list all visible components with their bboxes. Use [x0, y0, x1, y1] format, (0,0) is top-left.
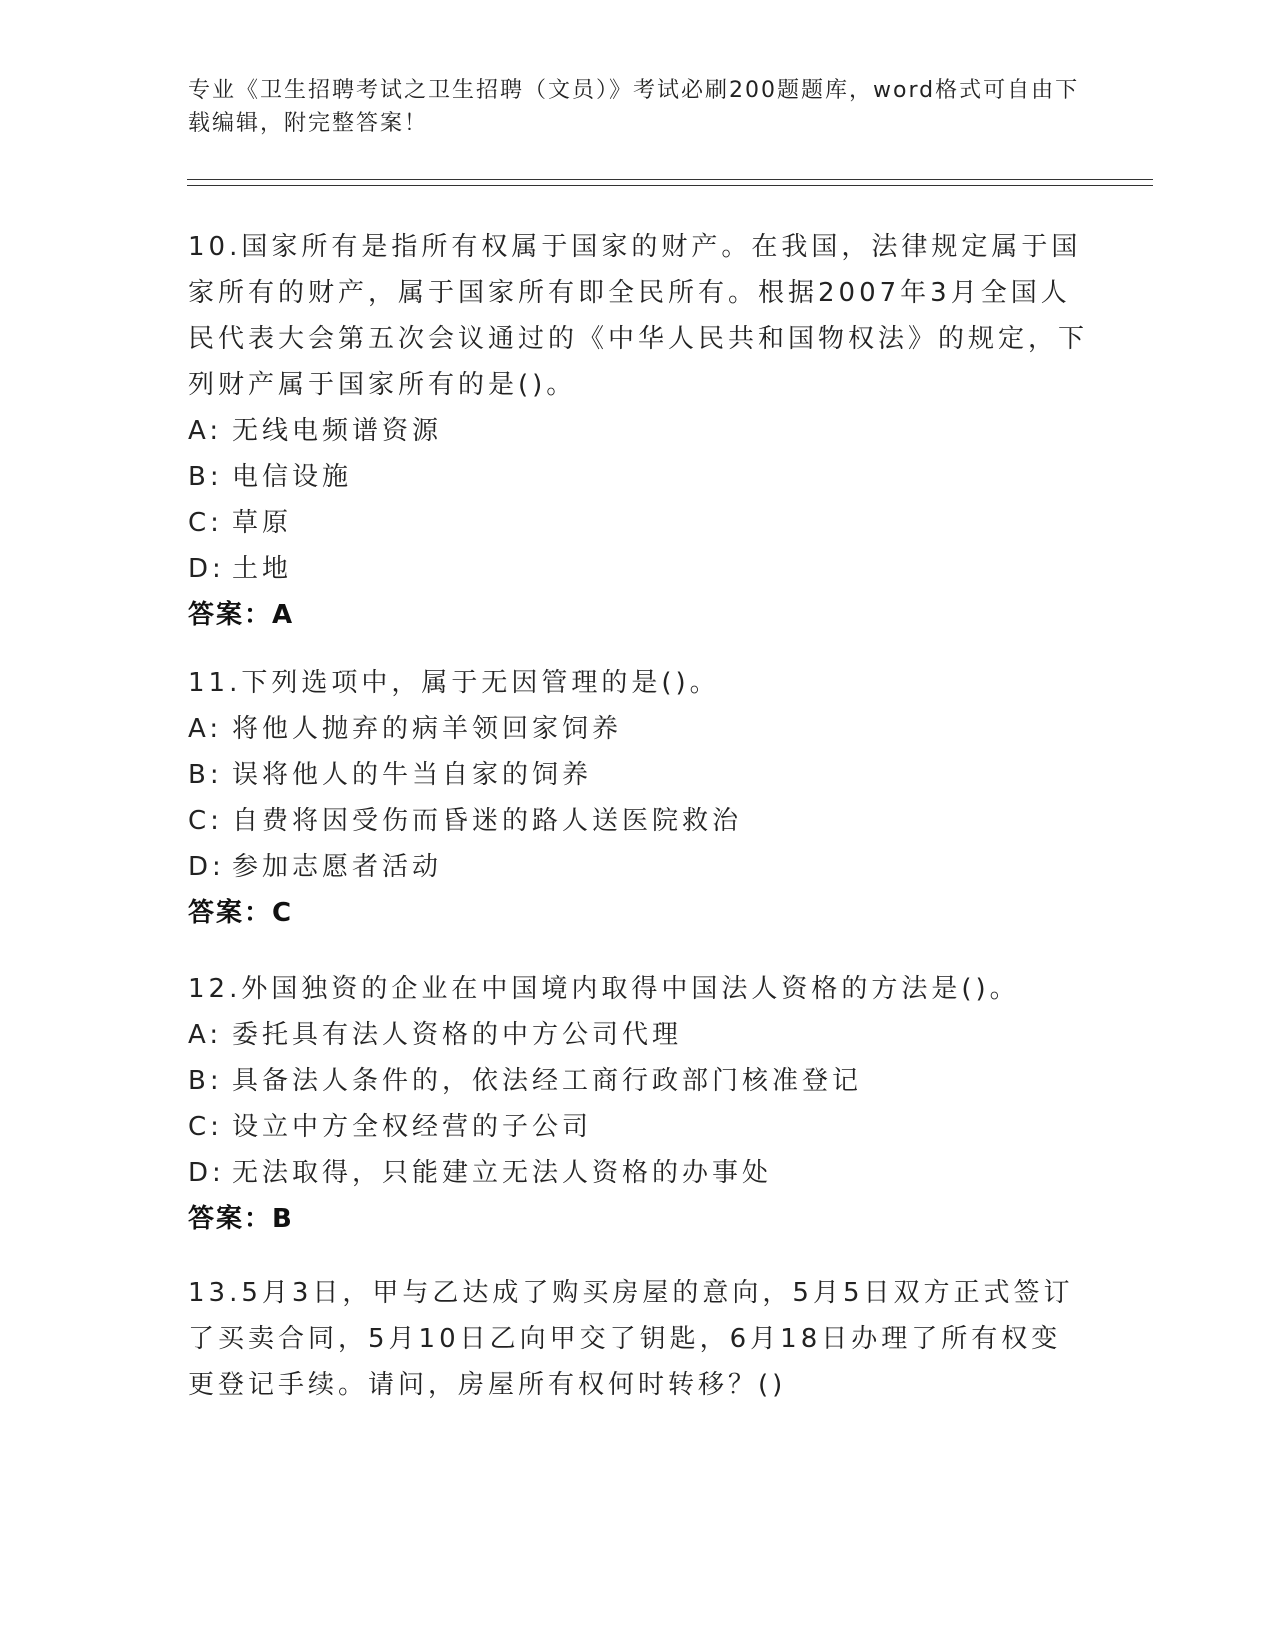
option-c: [188, 1104, 1088, 1150]
document-header: 专业《卫生招聘考试之卫生招聘（文员）》考试必刷200题题库，word格式可自由下载编辑，附完整答案！: [188, 78, 1080, 136]
option-b: [188, 752, 1088, 798]
option-c: [188, 500, 1088, 546]
option-key: A:: [188, 714, 223, 744]
option-c: [188, 798, 1088, 844]
option-text: 草原: [232, 508, 293, 538]
option-key: B:: [188, 1066, 223, 1096]
option-key: A:: [188, 1020, 223, 1050]
option-text: 设立中方全权经营的子公司: [232, 1112, 593, 1142]
question-12: [188, 966, 1088, 1242]
option-key: D:: [188, 554, 225, 584]
question-stem: 11.下列选项中，属于无因管理的是()。: [188, 668, 720, 698]
header-divider-bottom: [187, 185, 1153, 186]
question-stem: 13.5月3日，甲与乙达成了购买房屋的意向，5月5日双方正式签订了买卖合同，5月10日乙向甲交了钥匙，6月18日办理了所有权变更登记手续。请问，房屋所有权何时转移？(): [188, 1278, 1074, 1400]
question-stem: 12.外国独资的企业在中国境内取得中国法人资格的方法是()。: [188, 974, 1020, 1004]
option-a: [188, 408, 1088, 454]
option-key: D:: [188, 852, 225, 882]
option-key: B:: [188, 760, 223, 790]
option-key: B:: [188, 462, 223, 492]
option-key: C:: [188, 508, 223, 538]
option-key: C:: [188, 806, 223, 836]
option-b: [188, 1058, 1088, 1104]
option-key: D:: [188, 1158, 225, 1188]
option-text: 无线电频谱资源: [232, 416, 443, 446]
option-text: 参加志愿者活动: [232, 852, 443, 882]
option-d: [188, 546, 1088, 592]
option-text: 具备法人条件的，依法经工商行政部门核准登记: [232, 1066, 863, 1096]
answer-line: 答案：C: [188, 898, 294, 928]
answer-line: 答案：A: [188, 600, 295, 630]
option-a: [188, 706, 1088, 752]
option-key: A:: [188, 416, 223, 446]
option-text: 误将他人的牛当自家的饲养: [232, 760, 593, 790]
option-text: 电信设施: [232, 462, 353, 492]
question-10: [188, 224, 1088, 638]
option-a: [188, 1012, 1088, 1058]
header-divider-top: [187, 179, 1153, 180]
option-d: [188, 1150, 1088, 1196]
option-d: [188, 844, 1088, 890]
question-stem: 10.国家所有是指所有权属于国家的财产。在我国，法律规定属于国家所有的财产，属于国家所有即全民所有。根据2007年3月全国人民代表大会第五次会议通过的《中华人民共和国物权法》的规定，下列财产属于国家所有的是()。: [188, 232, 1089, 400]
option-b: [188, 454, 1088, 500]
option-text: 将他人抛弃的病羊领回家饲养: [232, 714, 623, 744]
option-key: C:: [188, 1112, 223, 1142]
question-13: [188, 1270, 1088, 1408]
answer-line: 答案：B: [188, 1204, 294, 1234]
option-text: 无法取得，只能建立无法人资格的办事处: [232, 1158, 773, 1188]
option-text: 土地: [232, 554, 293, 584]
option-text: 自费将因受伤而昏迷的路人送医院救治: [232, 806, 743, 836]
question-11: [188, 660, 1088, 936]
option-text: 委托具有法人资格的中方公司代理: [232, 1020, 683, 1050]
